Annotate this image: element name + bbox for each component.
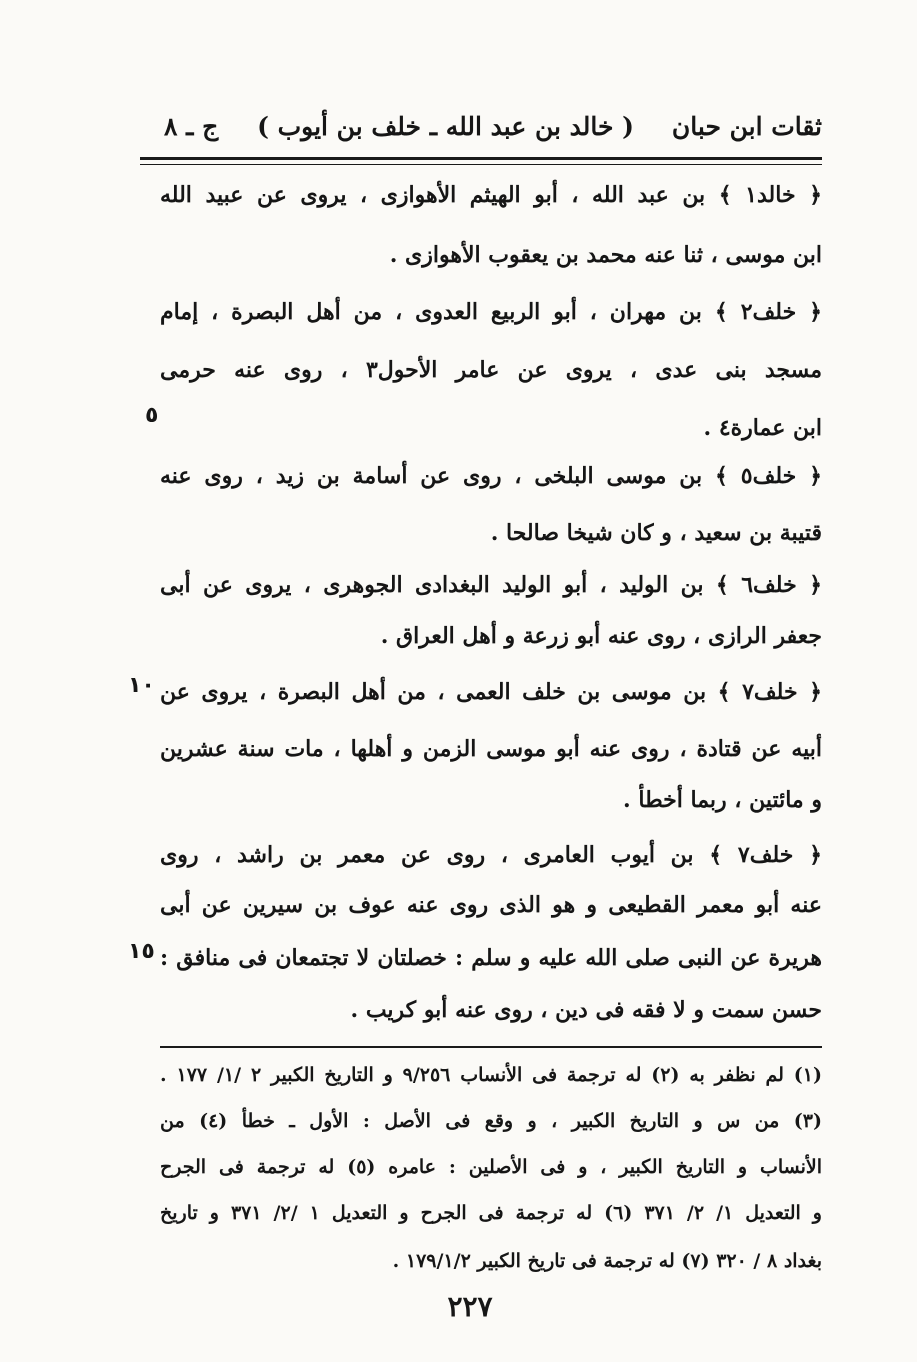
running-header: [150, 106, 822, 150]
text-line: ابن موسى ، ثنا عنه محمد بن يعقوب الأهوازى .: [389, 242, 822, 268]
line-number-15: ١٥: [128, 939, 155, 964]
text-line: حسن سمت و لا فقه فى دين ، روى عنه أبو كريب .: [350, 997, 822, 1023]
footnote-line: بغداد ٨ / ٣٢٠ (٧) له ترجمة فى تاريخ الكبير ١٧٩/١/٢ .: [392, 1250, 822, 1272]
page-number: ٢٢٧: [447, 1290, 493, 1323]
text-line: عنه أبو معمر القطيعى و هو الذى روى عنه عوف بن سيرين عن أبى: [160, 892, 822, 918]
footnote-line: الأنساب و التاريخ الكبير ، و فى الأصلين : عامره (٥) له ترجمة فى الجرح: [160, 1156, 822, 1178]
text-line: أبيه عن قتادة ، روى عنه أبو موسى الزمن و أهلها ، مات سنة عشرين: [160, 736, 822, 762]
entry-range: ( خالد بن عبد الله ـ خلف بن أيوب ): [257, 112, 634, 141]
footnote-rule: [160, 1046, 822, 1048]
text-line: ابن عمارة٤ .: [703, 415, 822, 441]
line-number-5: ٥: [145, 403, 159, 428]
book-title: ثقات ابن حبان: [671, 112, 822, 141]
text-line: ﴿ خلف٥ ﴾ بن موسى البلخى ، روى عن أسامة بن زيد ، روى عنه: [160, 463, 822, 489]
text-line: قتيبة بن سعيد ، و كان شيخا صالحا .: [490, 520, 822, 546]
text-line: هريرة عن النبى صلى الله عليه و سلم : خصلتان لا تجتمعان فى منافق :: [160, 945, 822, 971]
line-number-10: ١٠: [128, 673, 155, 698]
footnote-line: (١) لم نظفر به (٢) له ترجمة فى الأنساب ٩/٢٥٦ و التاريخ الكبير ٢ /١/ ١٧٧ .: [160, 1064, 822, 1086]
text-line: جعفر الرازى ، روى عنه أبو زرعة و أهل العراق .: [380, 623, 822, 649]
footnote-line: (٣) من س و التاريخ الكبير ، و وقع فى الأصل : الأول ـ خطأ (٤) من: [160, 1110, 822, 1132]
text-line: ﴿ خلف٧ ﴾ بن موسى بن خلف العمى ، من أهل البصرة ، يروى عن: [160, 679, 822, 705]
text-line: و مائتين ، ربما أخطأ .: [623, 787, 822, 813]
text-line: ﴿ خلف٢ ﴾ بن مهران ، أبو الربيع العدوى ، من أهل البصرة ، إمام: [160, 299, 822, 325]
text-line: ﴿ خالد١ ﴾ بن عبد الله ، أبو الهيثم الأهوازى ، يروى عن عبيد الله: [160, 182, 822, 208]
footnote-line: و التعديل ١/ ٢/ ٣٧١ (٦) له ترجمة فى الجرح و التعديل ١ /٢/ ٣٧١ و تاريخ: [160, 1202, 822, 1224]
volume-number: ج ـ ٨: [164, 112, 219, 141]
text-line: مسجد بنى عدى ، يروى عن عامر الأحول٣ ، روى عنه حرمى: [160, 357, 823, 383]
header-rule-thick: [140, 157, 822, 160]
text-line: ﴿ خلف٦ ﴾ بن الوليد ، أبو الوليد البغدادى الجوهرى ، يروى عن أبى: [160, 572, 822, 598]
text-line: ﴿ خلف٧ ﴾ بن أيوب العامرى ، روى عن معمر بن راشد ، روى: [160, 842, 822, 868]
header-rule-thin: [140, 164, 822, 165]
